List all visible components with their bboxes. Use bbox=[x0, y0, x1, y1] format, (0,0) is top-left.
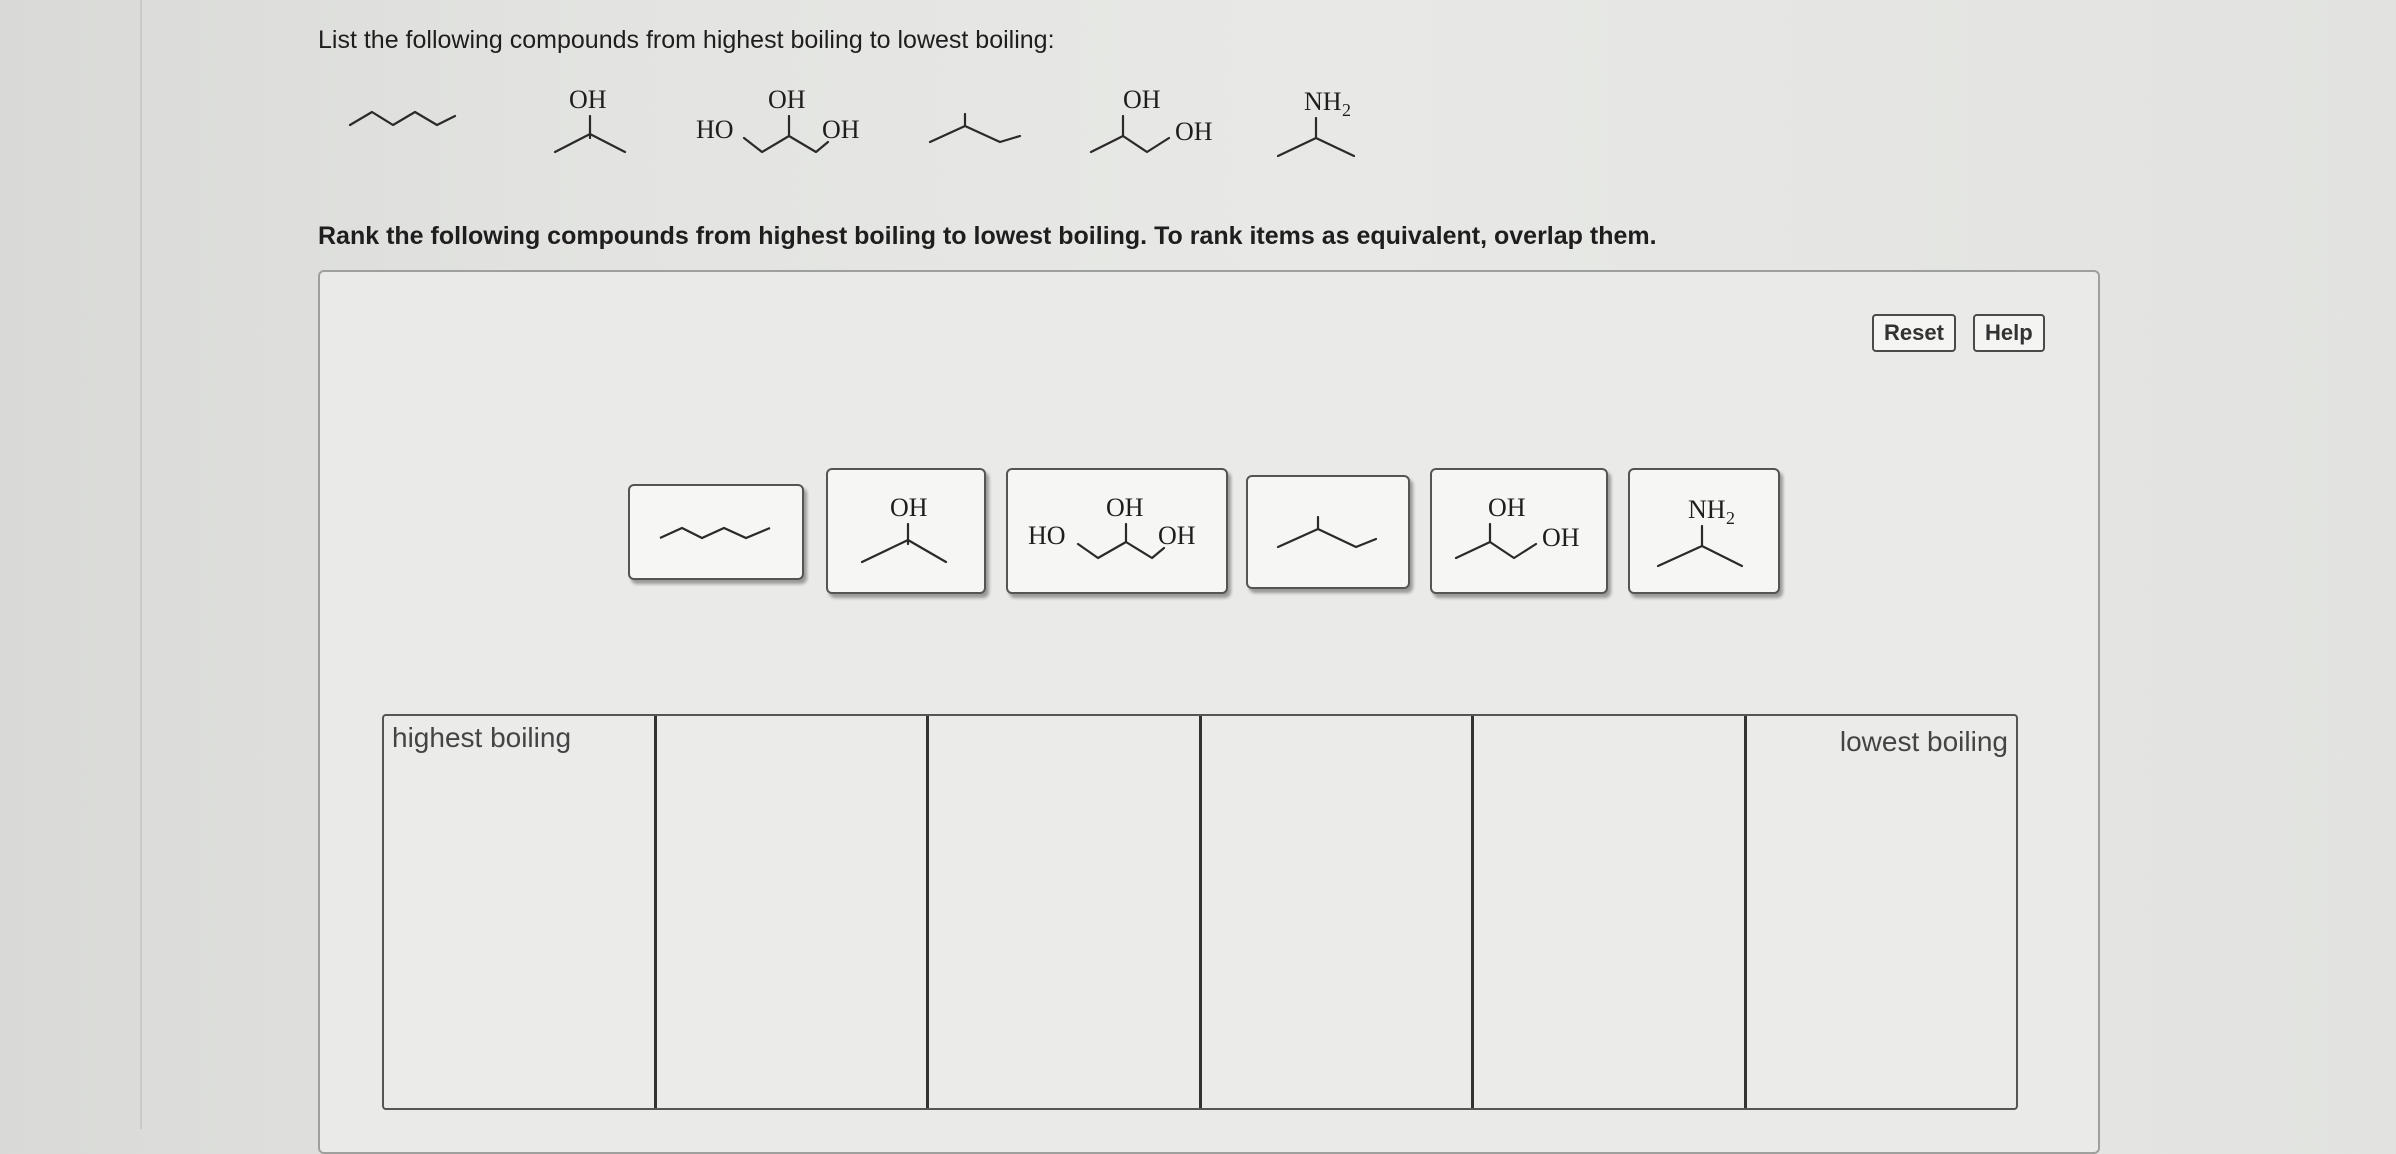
propanol-structure-icon bbox=[525, 82, 635, 162]
drop-bin-2[interactable] bbox=[657, 716, 930, 1108]
triol-structure-icon bbox=[1008, 470, 1226, 592]
drop-bin-5[interactable] bbox=[1474, 716, 1747, 1108]
oh-label: OH bbox=[569, 85, 607, 114]
diol-structure-icon bbox=[1432, 470, 1606, 592]
help-button[interactable]: Help bbox=[1973, 314, 2045, 352]
draggable-tile-isobutane[interactable] bbox=[1246, 475, 1410, 589]
instruction-text: Rank the following compounds from highest boiling to lowest boiling. To rank items as equivalent, overlap them. bbox=[318, 222, 1657, 250]
draggable-tile-amine[interactable] bbox=[1628, 468, 1780, 594]
ranking-bins bbox=[382, 714, 2018, 1110]
amine-structure-icon bbox=[1270, 82, 1380, 162]
oh-label: OH bbox=[1488, 493, 1526, 522]
reset-button[interactable]: Reset bbox=[1872, 314, 1956, 352]
subscript-2: 2 bbox=[1726, 508, 1735, 528]
oh-label: OH bbox=[1542, 523, 1580, 552]
drop-bin-4[interactable] bbox=[1202, 716, 1475, 1108]
draggable-tile-pentane[interactable] bbox=[628, 484, 804, 580]
subscript-2: 2 bbox=[1342, 100, 1351, 120]
drop-bin-1[interactable] bbox=[384, 716, 657, 1108]
draggable-tile-propanol[interactable] bbox=[826, 468, 986, 594]
oh-label: OH bbox=[1106, 493, 1144, 522]
ho-label: HO bbox=[696, 115, 734, 144]
isobutane-structure-icon bbox=[925, 110, 1025, 160]
oh-label: OH bbox=[1175, 117, 1213, 146]
pentane-structure-icon bbox=[630, 486, 802, 578]
question-text: List the following compounds from highest boiling to lowest boiling: bbox=[318, 26, 1055, 54]
nh-label: NH bbox=[1688, 495, 1726, 524]
propanol-structure-icon bbox=[828, 470, 984, 592]
draggable-tile-triol[interactable] bbox=[1006, 468, 1228, 594]
drop-bin-3[interactable] bbox=[929, 716, 1202, 1108]
pentane-structure-icon bbox=[345, 100, 465, 140]
drop-bin-6[interactable] bbox=[1747, 716, 2017, 1108]
amine-structure-icon bbox=[1630, 470, 1778, 592]
ho-label: HO bbox=[1028, 521, 1066, 550]
triol-structure-icon bbox=[690, 82, 870, 162]
oh-label: OH bbox=[1123, 85, 1161, 114]
highest-boiling-label: highest boiling bbox=[392, 722, 572, 753]
oh-label: OH bbox=[822, 115, 860, 144]
diol-structure-icon bbox=[1085, 82, 1235, 162]
draggable-tile-diol[interactable] bbox=[1430, 468, 1608, 594]
nh-label: NH bbox=[1304, 87, 1342, 116]
page-edge bbox=[140, 0, 142, 1129]
lowest-boiling-label: lowest boiling bbox=[1839, 726, 2008, 757]
oh-label: OH bbox=[768, 85, 806, 114]
oh-label: OH bbox=[890, 493, 928, 522]
oh-label: OH bbox=[1158, 521, 1196, 550]
isobutane-structure-icon bbox=[1248, 477, 1408, 587]
